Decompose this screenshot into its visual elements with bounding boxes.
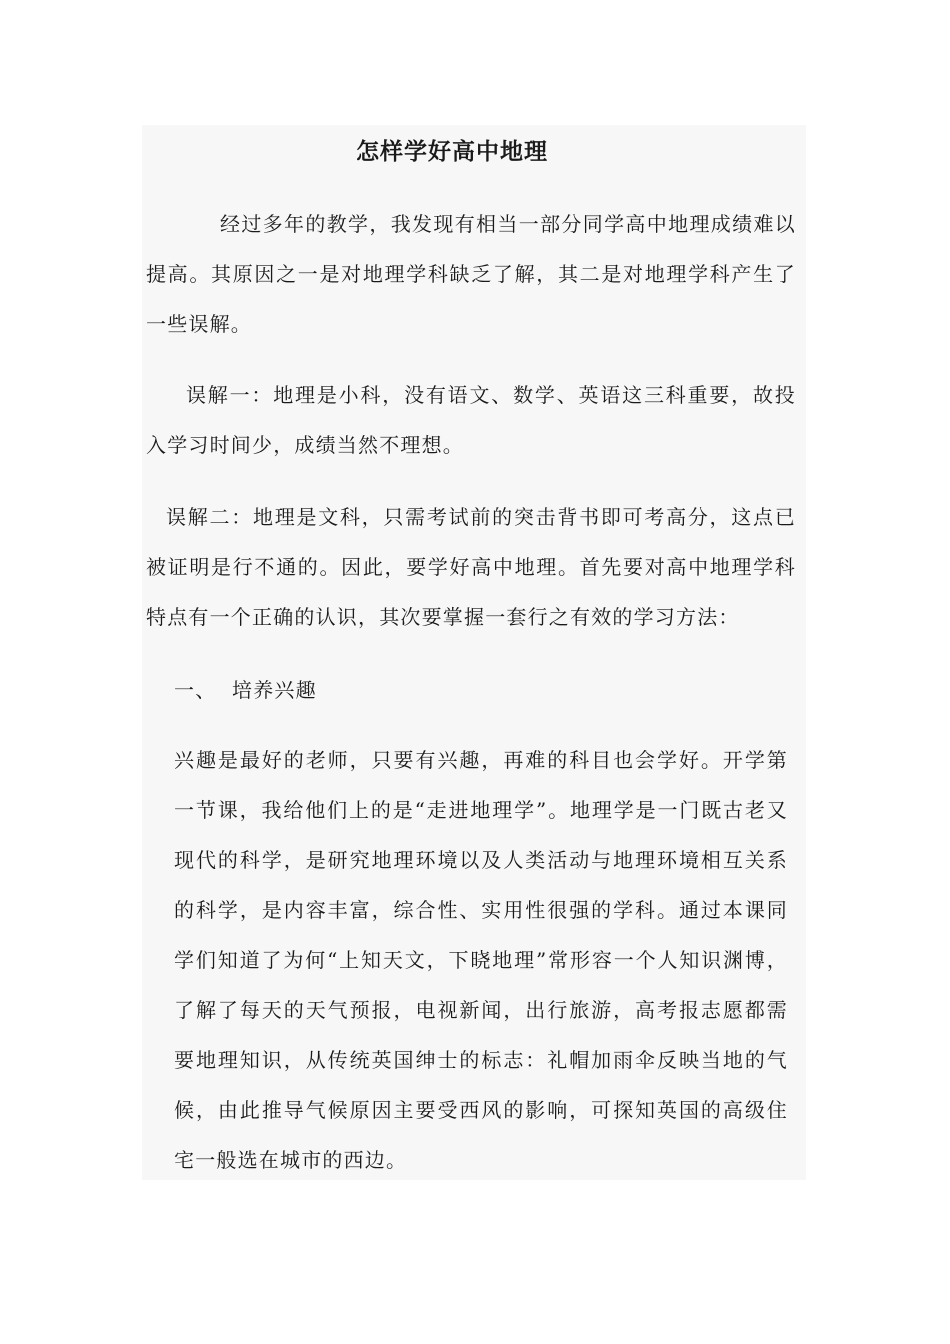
- document-title: 怎样学好高中地理: [356, 139, 548, 165]
- misunderstanding-1-paragraph: 误解一：地理是小科，没有语文、数学、英语这三科重要，故投入学习时间少，成绩当然不理想。: [146, 383, 796, 457]
- intro-paragraph: 经过多年的教学，我发现有相当一部分同学高中地理成绩难以提高。其原因之一是对地理学科缺乏了解，其二是对地理学科产生了一些误解。: [146, 212, 796, 336]
- section-1-heading: [174, 665, 317, 715]
- section-1-number: 一、: [174, 678, 217, 702]
- section-1-heading-text: 培养兴趣: [232, 678, 317, 702]
- misunderstanding-2-paragraph: 误解二：地理是文科，只需考试前的突击背书即可考高分，这点已被证明是行不通的。因此，要学好高中地理。首先要对高中地理学科特点有一个正确的认识，其次要掌握一套行之有效的学习方法：: [146, 505, 796, 629]
- section-1-body: 兴趣是最好的老师，只要有兴趣，再难的科目也会学好。开学第一节课，我给他们上的是“走进地理学”。地理学是一门既古老又现代的科学，是研究地理环境以及人类活动与地理环境相互关系的科学，是内容丰富，综合性、实用性很强的学科。通过本课同学们知道了为何“上知天文，下晓地理”常形容一个人知识渊博，了解了每天的天气预报，电视新闻，出行旅游，高考报志愿都需要地理知识，从传统英国绅士的标志：礼帽加雨伞反映当地的气候，由此推导气候原因主要受西风的影响，可探知英国的高级住宅一般选在城市的西边。: [174, 748, 788, 1172]
